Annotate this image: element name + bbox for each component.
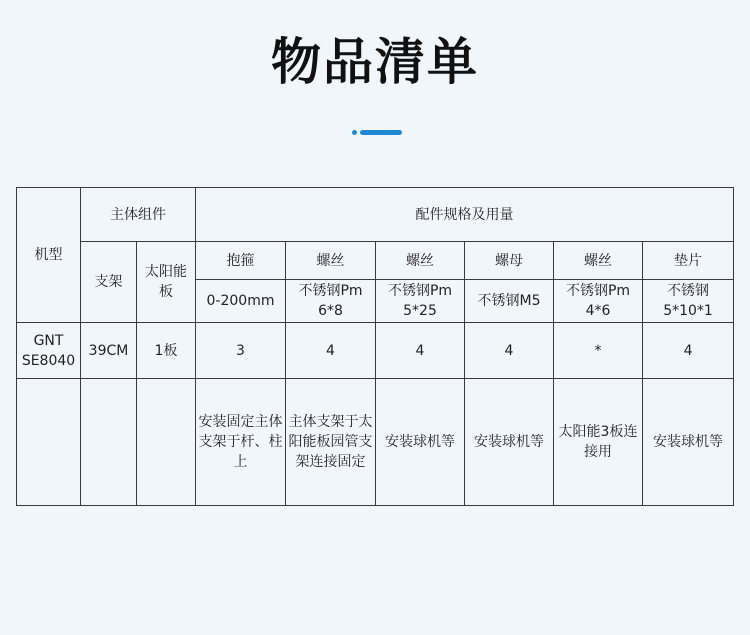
- item-name-cell: 螺丝: [286, 242, 376, 280]
- item-usage-cell: 安装球机等: [465, 379, 554, 506]
- item-usage-cell: 主体支架于太阳能板园管支架连接固定: [286, 379, 376, 506]
- item-name-cell: 螺丝: [376, 242, 465, 280]
- item-quantity-cell: 4: [286, 323, 376, 379]
- item-quantity-cell: 4: [465, 323, 554, 379]
- accessory-header-cell: 配件规格及用量: [196, 188, 734, 242]
- header-row-1: [17, 188, 734, 242]
- empty-cell: [81, 379, 137, 506]
- item-spec-cell: 不锈钢Pm 4*6: [554, 280, 643, 323]
- item-name-cell: 抱箍: [196, 242, 286, 280]
- item-list-table: [16, 187, 734, 506]
- item-spec-cell: 不锈钢M5: [465, 280, 554, 323]
- item-quantity-cell: 4: [643, 323, 734, 379]
- item-name-cell: 螺母: [465, 242, 554, 280]
- item-quantity-cell: *: [554, 323, 643, 379]
- model-value-cell: GNT SE8040: [17, 323, 81, 379]
- item-usage-cell: 太阳能3板连接用: [554, 379, 643, 506]
- empty-cell: [17, 379, 81, 506]
- bracket-header-cell: 支架: [81, 242, 137, 323]
- item-quantity-cell: 4: [376, 323, 465, 379]
- accent-dot: [352, 130, 357, 135]
- item-name-cell: 螺丝: [554, 242, 643, 280]
- item-spec-cell: 不锈钢Pm 5*25: [376, 280, 465, 323]
- title-accent-divider: [352, 130, 402, 135]
- item-spec-cell: 0-200mm: [196, 280, 286, 323]
- header-row-2: [17, 242, 734, 280]
- item-spec-cell: 不锈钢 5*10*1: [643, 280, 734, 323]
- solar-panel-value-cell: 1板: [137, 323, 196, 379]
- quantity-row: [17, 323, 734, 379]
- item-usage-cell: 安装球机等: [376, 379, 465, 506]
- empty-cell: [137, 379, 196, 506]
- item-quantity-cell: 3: [196, 323, 286, 379]
- accent-bar: [360, 130, 402, 135]
- item-spec-cell: 不锈钢Pm 6*8: [286, 280, 376, 323]
- item-usage-cell: 安装固定主体支架于杆、柱上: [196, 379, 286, 506]
- main-group-header-cell: 主体组件: [81, 188, 196, 242]
- bracket-value-cell: 39CM: [81, 323, 137, 379]
- item-name-cell: 垫片: [643, 242, 734, 280]
- page-title: 物品清单: [271, 33, 479, 91]
- item-usage-cell: 安装球机等: [643, 379, 734, 506]
- usage-row: [17, 379, 734, 506]
- solar-panel-header-cell: 太阳能板: [137, 242, 196, 323]
- model-header-cell: 机型: [17, 188, 81, 323]
